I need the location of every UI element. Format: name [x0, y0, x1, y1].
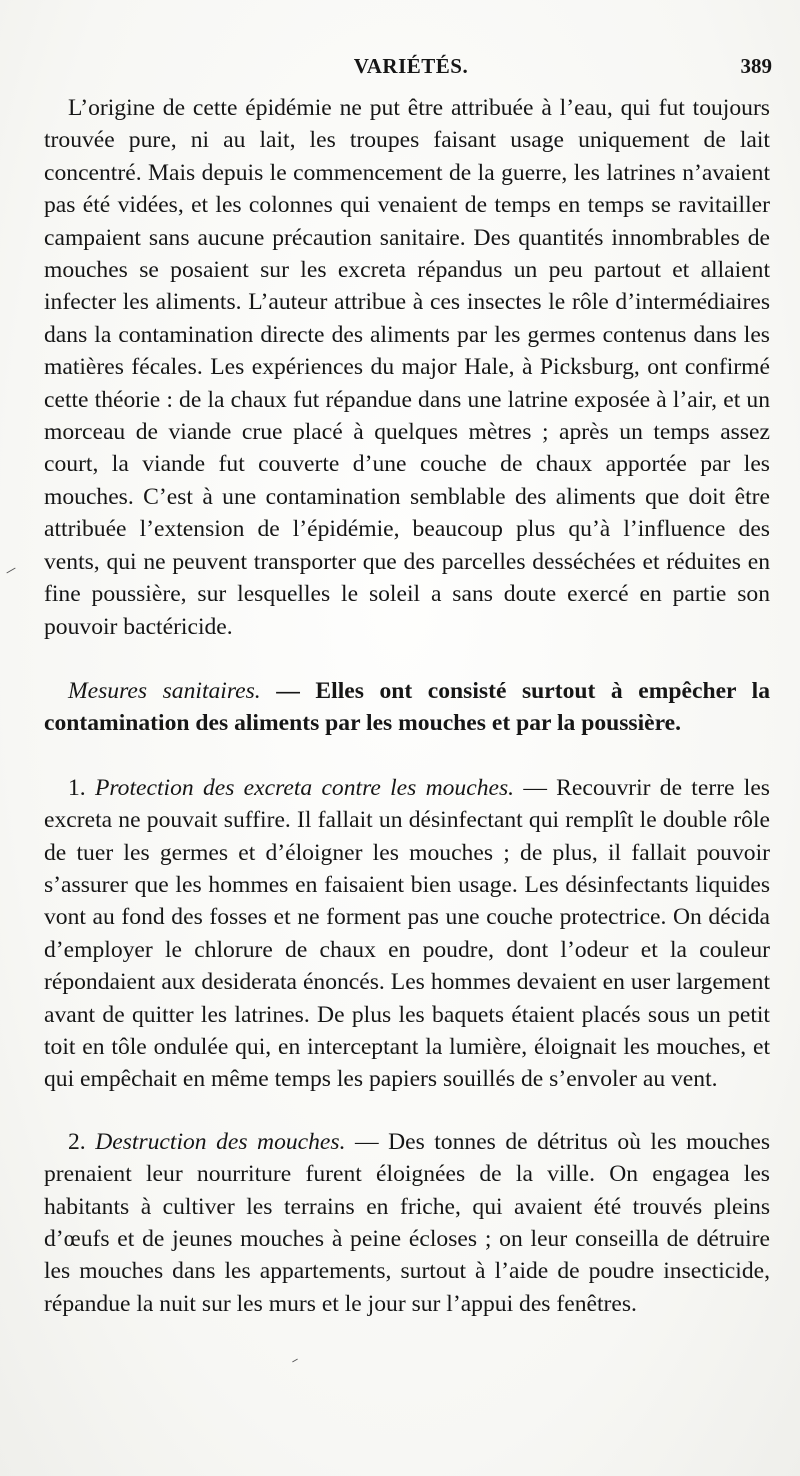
paragraph-sanitary-measures: [44, 675, 770, 740]
sanitary-measures-heading: Mesures sanitaires.: [68, 677, 261, 704]
section-number: 2.: [68, 1128, 86, 1155]
paragraph-text: — Des tonnes de détritus où les mouches prenaient leur nourriture furent éloignées de la ville. On engagea les habitants à cultiver les terrains en friche, qui avaient été trouvés pleins d’œufs et de jeunes mouches à peine écloses ; on leur conseilla de détruire les mouches dans les appartements, surtout à l’aide de poudre insecticide, répandue la nuit sur les murs et le jour sur l’appui des fenêtres.: [44, 1128, 770, 1317]
paragraph-text: — Elles ont consisté surtout à empêcher la contamination des aliments par les mouches et par la poussière.: [44, 677, 770, 737]
page-number: 389: [740, 54, 772, 78]
section-title: VARIÉTÉS.: [353, 54, 469, 78]
paragraph-text: L’origine de cette épidémie ne put être attribuée à l’eau, qui fut toujours trouvée pure, ni au lait, les troupes faisant usage uniquement de lait concentré. Mais depuis le commencement de la guerre, les latrines n’avaient pas été vidées, et les colonnes qui venaient de temps en temps se ravitailler campaient sans aucune précaution sanitaire. Des quantités innombrables de mouches se posaient sur les excreta répandus un peu partout et allaient infecter les aliments. L’auteur attribue à ces insectes le rôle d’intermédiaires dans la contamination directe des aliments par les germes contenus dans les matières fécales. Les expériences du major Hale, à Picksburg, ont confirmé cette théorie : de la chaux fut répandue dans une latrine exposée à l’air, et un morceau de viande crue placé à quelques mètres ; après un temps assez court, la viande fut couverte d’une couche de chaux apportée par les mouches. C’est à une contamination semblable des aliments que doit être attribuée l’extension de l’épidémie, beaucoup plus qu’à l’influence des vents, qui ne peuvent transporter que des parcelles desséchées et réduites en fine poussière, sur lesquelles le soleil a sans doute exercé en partie son pouvoir bactéricide.: [44, 95, 770, 640]
print-speck: [292, 1359, 298, 1363]
paragraph-epidemic-origin: [44, 92, 770, 643]
section-number: 1.: [68, 774, 86, 801]
excreta-protection-heading: Protection des excreta contre les mouches.: [94, 774, 515, 801]
fly-destruction-heading: Destruction des mouches.: [95, 1128, 346, 1155]
paragraph-excreta-protection: [44, 772, 770, 1096]
print-speck: [6, 568, 15, 574]
running-head: [50, 54, 772, 84]
paragraph-fly-destruction: [44, 1126, 770, 1320]
body-text: [44, 92, 770, 1320]
paragraph-text: — Recouvrir de terre les excreta ne pouvait suffire. Il fallait un désinfectant qui remplît le double rôle de tuer les germes et d’éloigner les mouches ; de plus, il fallait pouvoir s’assurer que les hommes en faisaient bien usage. Les désinfectants liquides vont au fond des fosses et ne forment pas une couche protectrice. On décida d’employer le chlorure de chaux en poudre, dont l’odeur et la couleur répondaient aux desiderata énoncés. Les hommes devaient en user largement avant de quitter les latrines. De plus les baquets étaient placés sous un petit toit en tôle ondulée qui, en interceptant la lumière, éloignait les mouches, et qui empêchait en même temps les papiers souillés de s’envoler au vent.: [44, 774, 770, 1093]
